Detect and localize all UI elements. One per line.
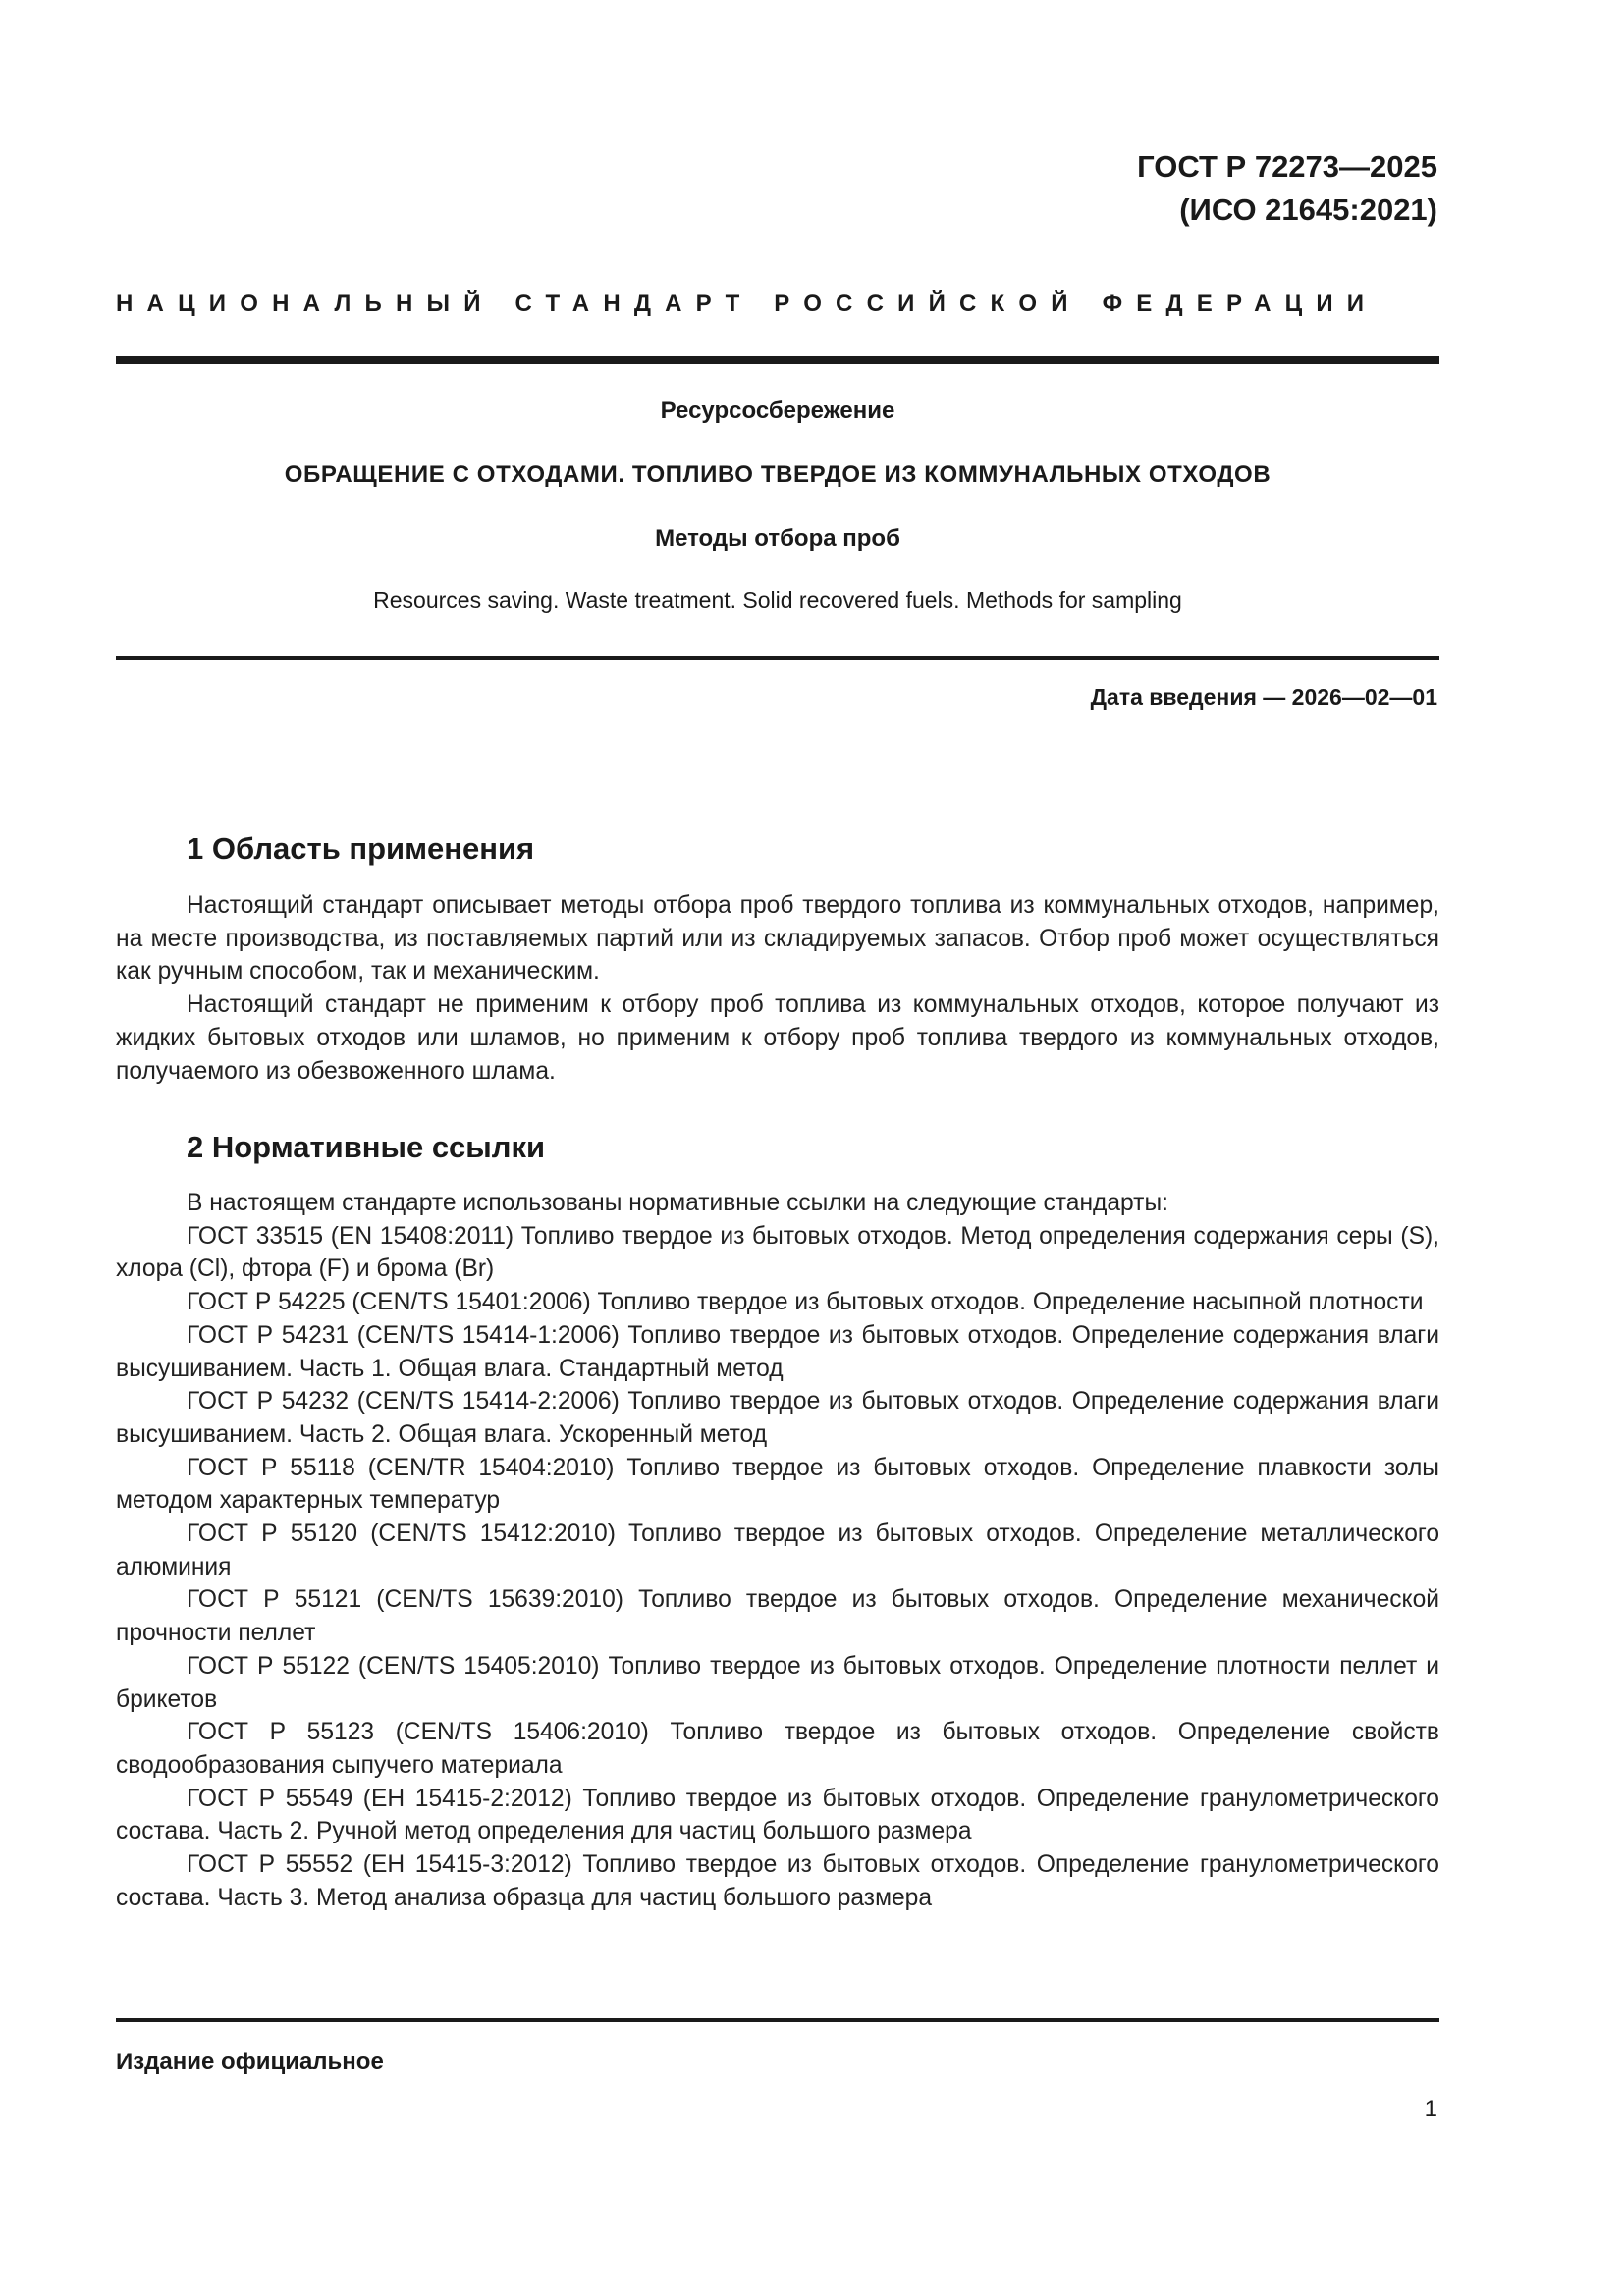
english-title: Resources saving. Waste treatment. Solid recovered fuels. Methods for sampling — [373, 587, 1182, 613]
reference-item: ГОСТ Р 55120 (CEN/TS 15412:2010) Топливо твердое из бытовых отходов. Определение металлического алюминия — [116, 1521, 1439, 1580]
reference-item: ГОСТ Р 55121 (CEN/TS 15639:2010) Топливо твердое из бытовых отходов. Определение механической прочности пеллет — [116, 1586, 1439, 1647]
header-divider — [116, 356, 1439, 364]
main-title: ОБРАЩЕНИЕ С ОТХОДАМИ. ТОПЛИВО ТВЕРДОЕ ИЗ КОММУНАЛЬНЫХ ОТХОДОВ — [284, 461, 1272, 488]
reference-item: ГОСТ Р 54225 (CEN/TS 15401:2006) Топливо твердое из бытовых отходов. Определение насыпной плотности — [187, 1289, 1424, 1316]
iso-number: (ИСО 21645:2021) — [1179, 192, 1437, 227]
references-intro: В настоящем стандарте использованы нормативные ссылки на следующие стандарты: — [187, 1190, 1168, 1216]
standard-designation — [1137, 145, 1437, 232]
category-title: Ресурсосбережение — [660, 398, 895, 424]
section-heading-scope: 1 Область применения — [187, 831, 535, 866]
subtitle: Методы отбора проб — [655, 525, 900, 552]
reference-item: ГОСТ Р 55549 (ЕН 15415-2:2012) Топливо твердое из бытовых отходов. Определение гранулометрического состава. Часть 2. Ручной метод определения для частиц большого размера — [116, 1785, 1439, 1845]
reference-item: ГОСТ Р 55123 (CEN/TS 15406:2010) Топливо твердое из бытовых отходов. Определение свойств сводообразования сыпучего материала — [116, 1719, 1439, 1779]
reference-item: ГОСТ Р 54231 (CEN/TS 15414-1:2006) Топливо твердое из бытовых отходов. Определение содержания влаги высушиванием. Часть 1. Общая влага. Стандартный метод — [116, 1321, 1439, 1382]
section-scope-body — [116, 889, 1439, 1088]
footer-divider — [116, 2018, 1439, 2022]
introduction-date: Дата введения — 2026—02—01 — [1090, 684, 1437, 710]
paragraph: Настоящий стандарт описывает методы отбора проб твердого топлива из коммунальных отходов, например, на месте производства, из поставляемых партий или из складируемых запасов. Отбор проб может осуществляться как ручным способом, так и механическим. — [116, 892, 1439, 986]
page-number: 1 — [1424, 2096, 1437, 2122]
reference-item: ГОСТ 33515 (EN 15408:2011) Топливо твердое из бытовых отходов. Метод определения содержания серы (S), хлора (Cl), фтора (F) и брома (Br) — [116, 1222, 1439, 1283]
paragraph: Настоящий стандарт не применим к отбору проб топлива из коммунальных отходов, которое получают из жидких бытовых отходов или шламов, но применим к отбору проб топлива твердого из коммунальных отходов, получаемого из обезвоженного шлама. — [116, 991, 1439, 1085]
national-standard-title: НАЦИОНАЛЬНЫЙ СТАНДАРТ РОССИЙСКОЙ ФЕДЕРАЦИИ — [116, 291, 1379, 317]
section-heading-normative-references: 2 Нормативные ссылки — [187, 1130, 546, 1164]
section-references-body — [116, 1187, 1439, 1914]
title-divider — [116, 656, 1439, 660]
reference-item: ГОСТ Р 55118 (CEN/TR 15404:2010) Топливо твердое из бытовых отходов. Определение плавкости золы методом характерных температур — [116, 1454, 1439, 1515]
reference-item: ГОСТ Р 54232 (CEN/TS 15414-2:2006) Топливо твердое из бытовых отходов. Определение содержания влаги высушиванием. Часть 2. Общая влага. Ускоренный метод — [116, 1388, 1439, 1448]
doc-number: ГОСТ Р 72273—2025 — [1137, 149, 1437, 184]
reference-item: ГОСТ Р 55122 (CEN/TS 15405:2010) Топливо твердое из бытовых отходов. Определение плотности пеллет и брикетов — [116, 1652, 1439, 1713]
reference-item: ГОСТ Р 55552 (ЕН 15415-3:2012) Топливо твердое из бытовых отходов. Определение гранулометрического состава. Часть 3. Метод анализа образца для частиц большого размера — [116, 1851, 1439, 1911]
official-edition-label: Издание официальное — [116, 2049, 384, 2075]
